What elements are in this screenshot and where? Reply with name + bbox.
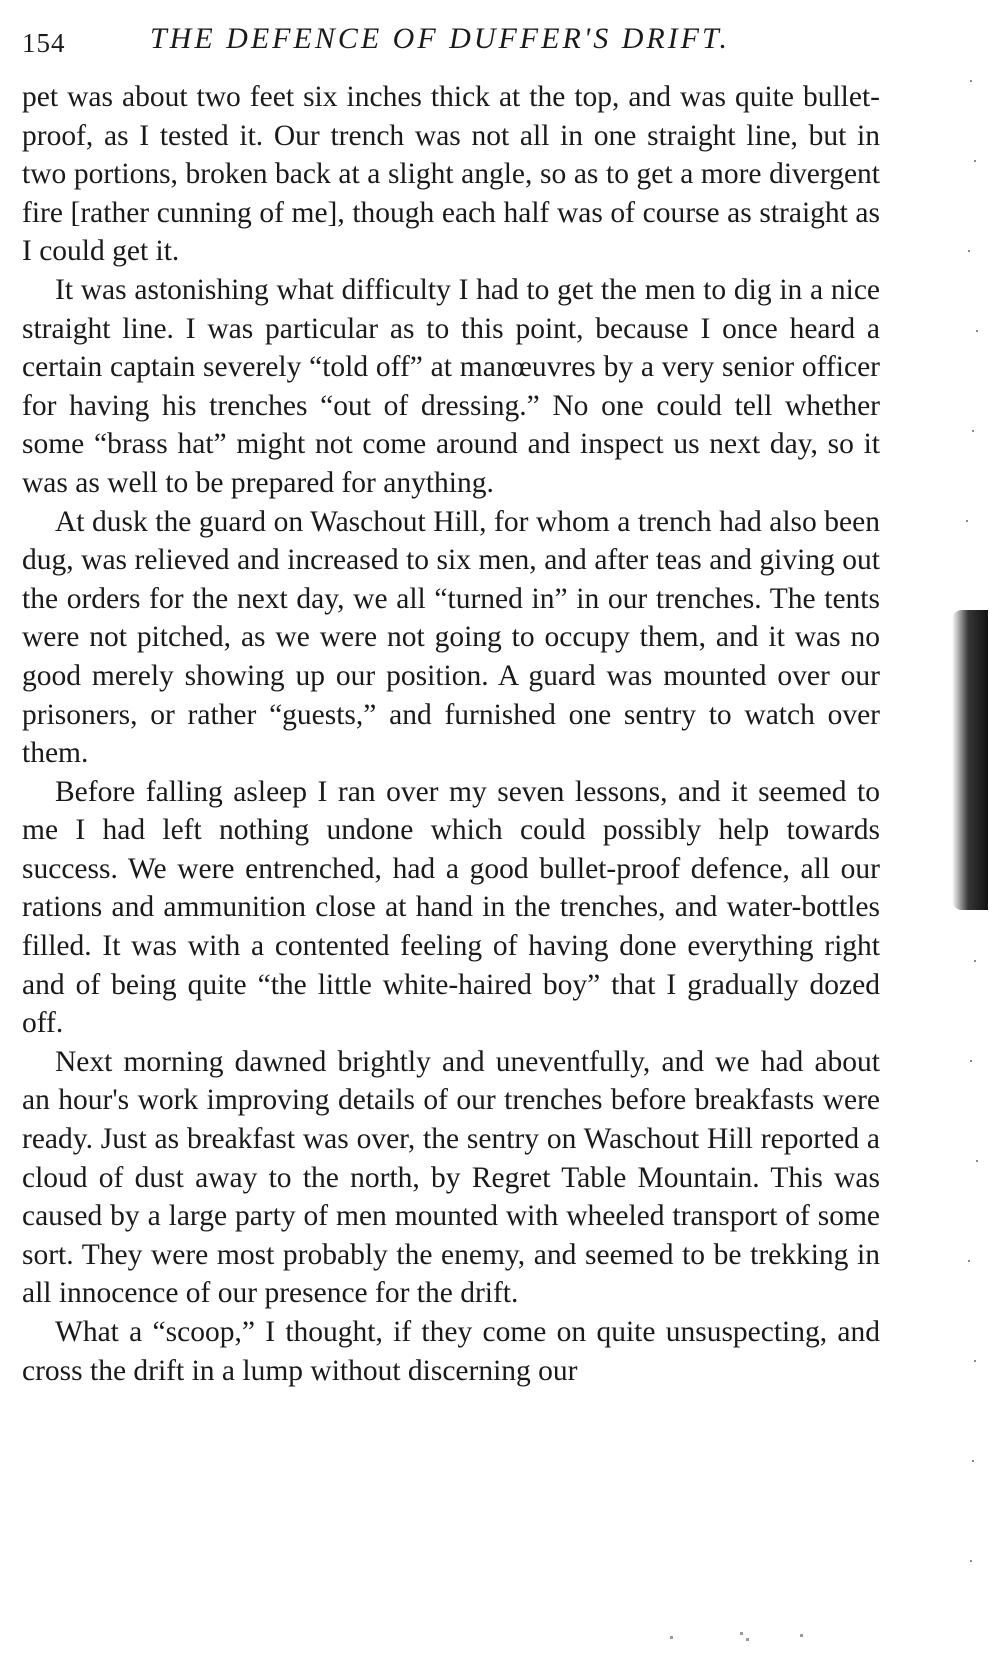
scan-speck (746, 1638, 749, 1641)
paragraph: What a “scoop,” I thought, if they come on quite unsuspecting, and cross the drift in a lump without discerning our (22, 1316, 880, 1387)
gutter-shade (952, 610, 988, 910)
scan-gutter-shadow (930, 0, 1000, 1672)
scan-speck (974, 960, 976, 962)
scan-speck (670, 1636, 673, 1639)
scan-speck (740, 1632, 743, 1635)
paragraph: Next morning dawned brightly and uneventfully, and we had about an hour's work improving details of our trenches before breakfasts were ready. Just as breakfast was over, the sentry on Waschout Hill reported a cloud of dust away to the north, by Regret Table Mountain. This was caused by a large party of men mounted with wheeled transport of some sort. They were most probably the enemy, and seemed to be trekking in all innocence of our presence for the drift. (22, 1045, 880, 1310)
scan-speck (966, 520, 968, 522)
scan-speck (974, 1360, 976, 1362)
scan-speck (970, 80, 972, 82)
scan-speck (976, 1160, 978, 1162)
scan-speck (968, 250, 970, 252)
paragraph: Before falling asleep I ran over my seven lessons, and it seemed to me I had left nothing undone which could possibly help towards success. We were entrenched, had a good bullet-proof defence, all our rations and ammunition close at hand in the trenches, and water-bottles filled. It was with a contented feeling of having done everything right and of being quite “the little white-haired boy” that I gradually dozed off. (22, 775, 880, 1040)
scan-speck (970, 1060, 972, 1062)
scan-speck (970, 1560, 972, 1562)
running-title: THE DEFENCE OF DUFFER'S DRIFT. (150, 22, 730, 55)
scan-speck (974, 160, 976, 162)
paragraph: pet was about two feet six inches thick at the top, and was quite bullet-proof, as I tested it. Our trench was not all in one straight line, but in two portions, broken back at a slight angle, so as to get a more divergent fire [rather cunning of me], though each half was of course as straight as I could get it. (22, 81, 880, 268)
paragraph: At dusk the guard on Waschout Hill, for whom a trench had also been dug, was relieved and increased to six men, and after teas and giving out the orders for the next day, we all “turned in” in our trenches. The tents were not pitched, as we were not going to occupy them, and it was no good merely showing up our position. A guard was mounted over our prisoners, or rather “guests,” and furnished one sentry to watch over them. (22, 505, 880, 770)
page-number: 154 (22, 28, 66, 58)
scan-noise (650, 1628, 850, 1648)
scan-speck (800, 1634, 803, 1637)
page-header (22, 22, 882, 62)
scan-speck (972, 1460, 974, 1462)
body-text (22, 78, 880, 1390)
scan-speck (968, 1260, 970, 1262)
paragraph: It was astonishing what difficulty I had to get the men to dig in a nice straight line. I was particular as to this point, because I once heard a certain captain severely “told off” at manœuvres by a very senior officer for having his trenches “out of dressing.” No one could tell whether some “brass hat” might not come around and inspect us next day, so it was as well to be prepared for anything. (22, 273, 880, 499)
scan-speck (976, 330, 978, 332)
scan-speck (972, 430, 974, 432)
